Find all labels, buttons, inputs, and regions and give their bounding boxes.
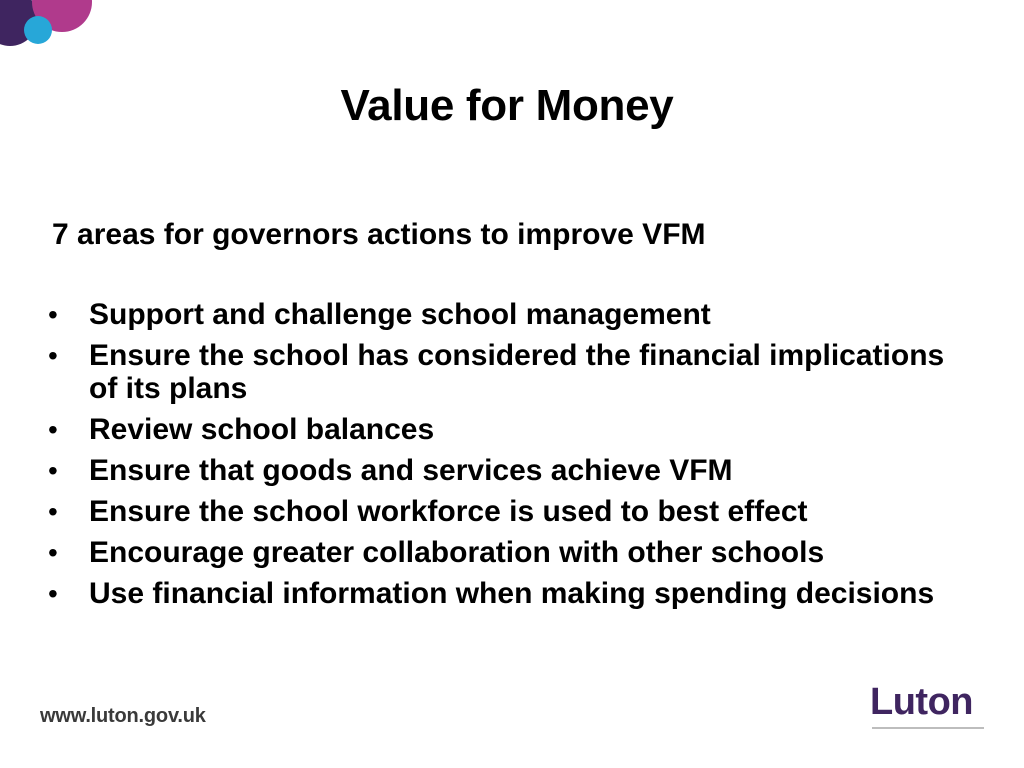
slide-title: Value for Money [340,81,674,130]
blue-circle-shape [24,16,52,44]
bullet-text: Ensure that goods and services achieve VFM [89,454,733,487]
footer-website-link[interactable]: www.luton.gov.uk [40,705,206,727]
luton-logo: Luton [870,681,974,723]
bullet-item [45,536,975,569]
bullet-point-icon: • [48,537,58,568]
bullet-point-icon: • [48,455,58,486]
bullet-item [45,413,975,446]
bullet-item [45,495,975,528]
bullet-text: Ensure the school workforce is used to best effect [89,495,808,528]
bullet-text: Use financial information when making spending decisions [89,577,935,610]
bullet-text: Ensure the school has considered the financial implications of its plans [89,339,945,405]
corner-decoration [0,0,110,60]
bullet-item [45,577,975,610]
bullet-text: Support and challenge school management [89,298,711,331]
bullet-text: Encourage greater collaboration with other schools [89,536,825,569]
bullet-item [45,298,975,331]
bullet-text: Review school balances [89,413,435,446]
bullet-point-icon: • [48,299,58,330]
bullet-item [45,454,975,487]
logo-underline [872,727,984,729]
bullet-point-icon: • [48,578,58,609]
bullet-point-icon: • [48,414,58,445]
bullet-point-icon: • [48,340,58,371]
bullet-list [45,298,975,618]
intro-text: 7 areas for governors actions to improve VFM [52,218,706,251]
bullet-point-icon: • [48,496,58,527]
bullet-item [45,339,975,405]
